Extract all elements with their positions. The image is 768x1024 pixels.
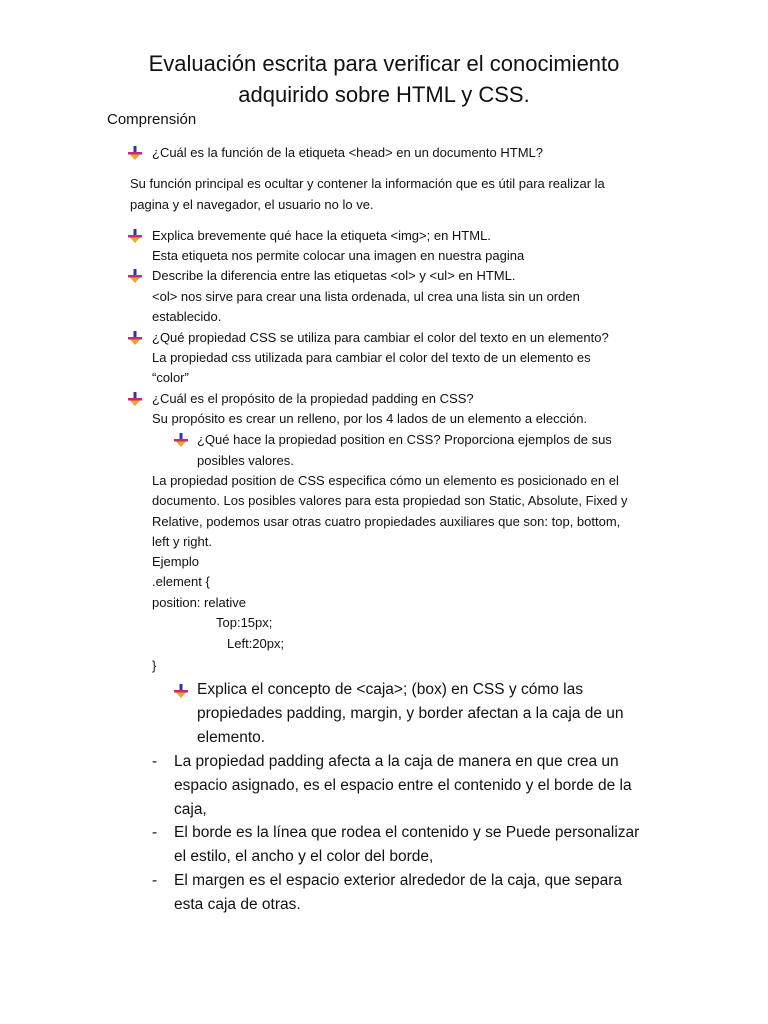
answer-5: Su propósito es crear un relleno, por los 4 lados de un elemento a elección.: [152, 411, 588, 426]
arrow-bullet-icon: [128, 331, 142, 345]
answer-6-line: documento. Los posibles valores para esta propiedad son Static, Absolute, Fixed y: [152, 493, 628, 508]
question-4: ¿Qué propiedad CSS se utiliza para cambiar el color del texto en un elemento?: [152, 330, 609, 345]
arrow-bullet-icon: [128, 229, 142, 243]
dash-item-line: caja,: [174, 801, 207, 818]
dash-item-line: El margen es el espacio exterior alrededor de la caja, que separa: [174, 872, 623, 889]
arrow-bullet-icon: [174, 433, 188, 447]
example-code-line: position: relative: [152, 595, 246, 610]
dash-item-line: El borde es la línea que rodea el contenido y se Puede personalizar: [174, 824, 640, 841]
arrow-bullet-icon: [128, 269, 142, 283]
example-label: Ejemplo: [152, 554, 199, 569]
title-line: Evaluación escrita para verificar el conocimiento: [148, 51, 620, 76]
dash-marker: -: [152, 872, 158, 889]
question-7-line: Explica el concepto de <caja>; (box) en CSS y cómo las: [197, 681, 583, 698]
answer-1-line: Su función principal es ocultar y contener la información que es útil para realizar la: [130, 176, 605, 191]
answer-3-line: <ol> nos sirve para crear una lista ordenada, ul crea una lista sin un orden: [152, 289, 580, 304]
section-heading: Comprensión: [107, 111, 197, 128]
example-code-line: Left:20px;: [227, 636, 285, 651]
dash-item-line: La propiedad padding afecta a la caja de manera en que crea un: [174, 753, 619, 770]
dash-item-line: esta caja de otras.: [174, 896, 301, 913]
answer-6-line: left y right.: [152, 534, 212, 549]
answer-2: Esta etiqueta nos permite colocar una imagen en nuestra pagina: [152, 248, 525, 263]
answer-6-line: Relative, podemos usar otras cuatro propiedades auxiliares que son: top, bottom,: [152, 514, 621, 529]
dash-marker: -: [152, 753, 158, 770]
document-title: [0, 48, 768, 110]
example-code-line: .element {: [152, 574, 210, 589]
question-6-line: posibles valores.: [197, 453, 294, 468]
question-6-line: ¿Qué hace la propiedad position en CSS? Proporciona ejemplos de sus: [197, 432, 612, 447]
title-line: adquirido sobre HTML y CSS.: [238, 82, 530, 107]
example-code-line: }: [152, 658, 157, 673]
arrow-bullet-icon: [128, 392, 142, 406]
example-code-line: Top:15px;: [216, 615, 273, 630]
dash-item-line: espacio asignado, es el espacio entre el contenido y el borde de la: [174, 777, 632, 794]
arrow-bullet-icon: [128, 146, 142, 160]
question-2: Explica brevemente qué hace la etiqueta <img>; en HTML.: [152, 228, 491, 243]
question-5: ¿Cuál es el propósito de la propiedad padding en CSS?: [152, 391, 474, 406]
arrow-bullet-icon: [174, 684, 188, 698]
question-7-line: propiedades padding, margin, y border afectan a la caja de un: [197, 705, 624, 722]
question-1: ¿Cuál es la función de la etiqueta <head> en un documento HTML?: [152, 145, 543, 160]
answer-3-line: establecido.: [152, 309, 222, 324]
question-3: Describe la diferencia entre las etiquetas <ol> y <ul> en HTML.: [152, 268, 516, 283]
answer-6-line: La propiedad position de CSS especifica cómo un elemento es posicionado en el: [152, 473, 619, 488]
answer-4-line: La propiedad css utilizada para cambiar el color del texto de un elemento es: [152, 350, 591, 365]
question-7-line: elemento.: [197, 729, 266, 746]
dash-marker: -: [152, 824, 158, 841]
answer-1-line: pagina y el navegador, el usuario no lo ve.: [130, 197, 374, 212]
answer-4-line: “color”: [152, 370, 189, 385]
dash-item-line: el estilo, el ancho y el color del borde,: [174, 848, 434, 865]
